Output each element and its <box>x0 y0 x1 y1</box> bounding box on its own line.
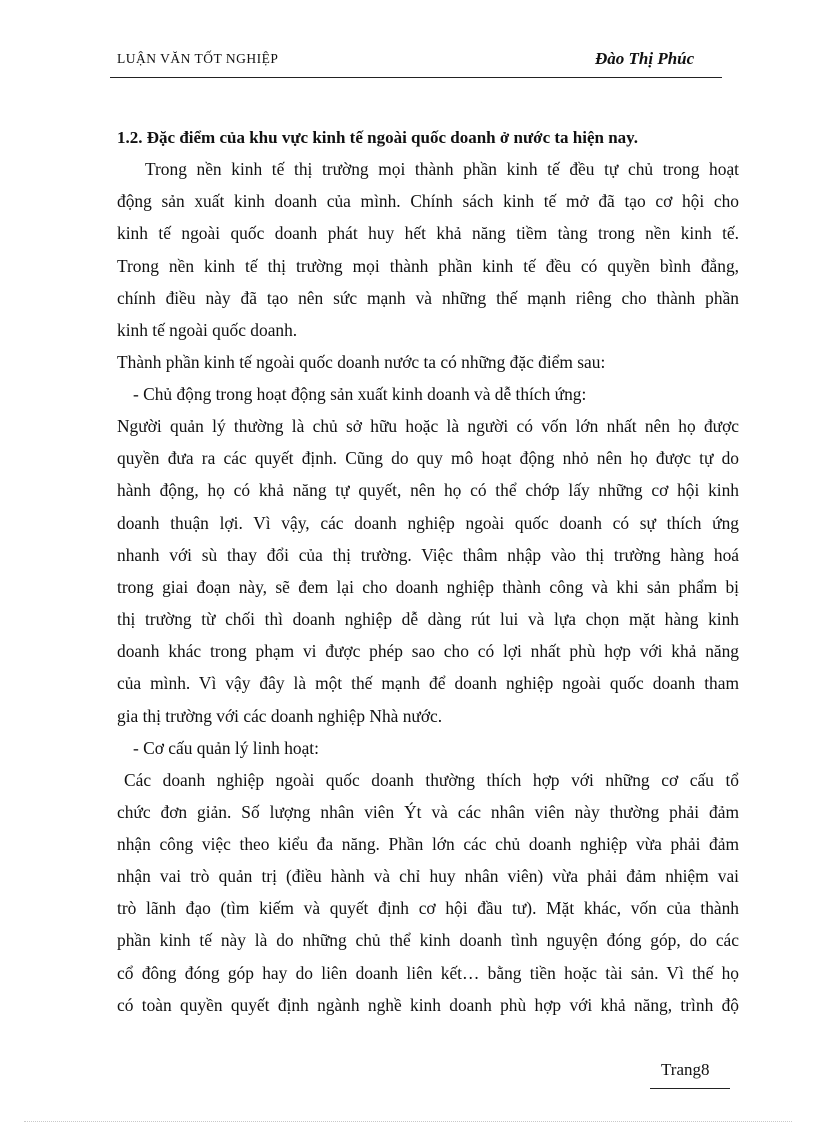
body-line: kinh tế ngoài quốc doanh. <box>117 320 298 340</box>
page-bottom-edge <box>24 1121 792 1122</box>
body-line: quyền đưa ra các quyết định. Cũng do quy mô hoạt động nhỏ nên họ được tự do <box>117 448 739 468</box>
body-line: kinh tế ngoài quốc doanh phát huy hết khả năng tiềm tàng trong nền kinh tế. <box>117 223 739 243</box>
body-line: Trong nền kinh tế thị trường mọi thành phần kinh tế đều có quyền bình đẳng, <box>117 256 739 276</box>
body-line: nhanh với sù thay đổi của thị trường. Việc thâm nhập vào thị trường hàng hoá <box>117 545 739 565</box>
section-heading: 1.2. Đặc điểm của khu vực kinh tế ngoài quốc doanh ở nước ta hiện nay. <box>117 128 638 147</box>
body-line: doanh thuận lợi. Vì vậy, các doanh nghiệp ngoài quốc doanh có sự thích ứng <box>117 513 739 533</box>
body-line: trong giai đoạn này, sẽ đem lại cho doanh nghiệp thành công và khi sản phẩm bị <box>117 577 739 597</box>
body-line: động sản xuất kinh doanh của mình. Chính sách kinh tế mở đã tạo cơ hội cho <box>117 191 739 211</box>
header-divider <box>110 77 722 78</box>
body-line: nhận công việc theo kiểu đa năng. Phần lớn các chủ doanh nghiệp vừa phải đảm <box>117 834 739 854</box>
header-author: Đào Thị Phúc <box>595 49 695 68</box>
footer-divider <box>650 1088 730 1089</box>
page-number: Trang8 <box>661 1060 710 1079</box>
body-line: Trong nền kinh tế thị trường mọi thành phần kinh tế đều tự chủ trong hoạt <box>145 159 739 179</box>
body-line: chức đơn giản. Số lượng nhân viên Ýt và các nhân viên này thường phải đảm <box>117 802 739 822</box>
body-line: chính điều này đã tạo nên sức mạnh và những thế mạnh riêng cho thành phần <box>117 288 739 308</box>
body-line: Các doanh nghiệp ngoài quốc doanh thường thích hợp với những cơ cấu tổ <box>124 770 739 790</box>
body-line: gia thị trường với các doanh nghiệp Nhà nước. <box>117 706 443 726</box>
header-title: LUẬN VĂN TỐT NGHIỆP <box>117 51 279 66</box>
list-item: - Cơ cấu quản lý linh hoạt: <box>133 738 319 758</box>
body-line: Người quản lý thường là chủ sở hữu hoặc là người có vốn lớn nhất nên họ được <box>117 416 739 436</box>
body-line: Thành phần kinh tế ngoài quốc doanh nước ta có những đặc điểm sau: <box>117 352 606 372</box>
list-item: - Chủ động trong hoạt động sản xuất kinh doanh và dễ thích ứng: <box>133 384 587 404</box>
body-line: cổ đông đóng góp hay do liên doanh liên kết… bằng tiền hoặc tài sản. Vì thế họ <box>117 963 739 983</box>
body-line: doanh khác trong phạm vi được phép sao cho có lợi nhất phù hợp với khả năng <box>117 641 739 661</box>
body-line: có toàn quyền quyết định ngành nghề kinh doanh phù hợp với khả năng, trình độ <box>117 995 739 1015</box>
body-line: nhận vai trò quản trị (điều hành và chỉ huy nhân viên) vừa phải đảm nhiệm vai <box>117 866 739 886</box>
body-line: phần kinh tế này là do những chủ thể kinh doanh tình nguyện đóng góp, do các <box>117 930 739 950</box>
body-line: thị trường từ chối thì doanh nghiệp dễ dàng rút lui và lựa chọn mặt hàng kinh <box>117 609 739 629</box>
body-line: trò lãnh đạo (tìm kiếm và quyết định cơ hội đầu tư). Mặt khác, vốn của thành <box>117 898 739 918</box>
body-line: của mình. Vì vậy đây là một thế mạnh để doanh nghiệp ngoài quốc doanh tham <box>117 673 739 693</box>
body-line: hành động, họ có khả năng tự quyết, nên họ có thể chớp lấy những cơ hội kinh <box>117 480 739 500</box>
